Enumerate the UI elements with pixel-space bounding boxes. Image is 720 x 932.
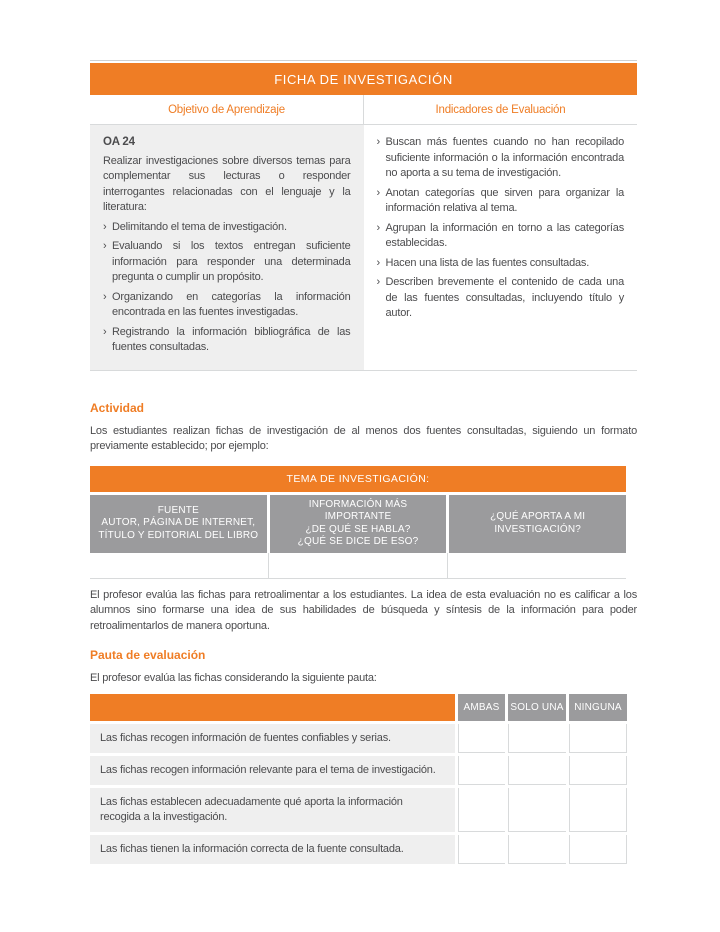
example-col-aporta: [449, 495, 626, 553]
table-row: [90, 724, 627, 753]
header-line: FUENTE: [157, 504, 199, 516]
header-line: INVESTIGACIÓN?: [494, 523, 582, 535]
empty-answer-cell: [508, 756, 566, 785]
actividad-note: El profesor evalúa las fichas para retroalimentar a los estudiantes. La idea de esta evaluación no es calificar a los alumnos sino formarse una idea de sus habilidades de búsqueda y síntesis de la información para poder retroalimentarlos de manera oportuna.: [90, 588, 637, 632]
pauta-table: [90, 694, 627, 864]
table-row: [90, 835, 627, 864]
tema-title: TEMA DE INVESTIGACIÓN:: [286, 472, 430, 485]
header-line: INFORMACIÓN MÁS IMPORTANTE: [308, 498, 408, 522]
bullet-item: › Hacen una lista de las fuentes consultadas.: [377, 256, 625, 272]
bullet-item: › Evaluando si los textos entregan suficiente información para responder una determinada pregunta o cumplir un propósito.: [103, 239, 351, 286]
empty-cell: [448, 553, 626, 578]
header-line: ¿QUÉ APORTA A MI: [490, 511, 586, 522]
empty-answer-cell: [508, 724, 566, 753]
table-row: [90, 756, 627, 785]
document-title: FICHA DE INVESTIGACIÓN: [274, 71, 453, 87]
objetivo-intro: Realizar investigaciones sobre diversos temas para complementar sus lecturas o responder interrogantes relacionadas con el lenguaje y la literatura:: [103, 154, 351, 213]
pauta-header-ninguna: NINGUNA: [569, 694, 627, 721]
header-line: ¿QUÉ SE DICE DE ESO?: [297, 536, 419, 547]
pauta-heading: Pauta de evaluación: [90, 648, 206, 662]
pauta-header-criteria-cell: [90, 694, 455, 721]
example-col-informacion: [270, 495, 447, 553]
ficha-body: [90, 125, 637, 371]
example-table-header-row: [90, 495, 626, 553]
empty-answer-cell: [458, 756, 505, 785]
empty-answer-cell: [569, 788, 627, 832]
empty-cell: [268, 553, 448, 578]
empty-cell: [90, 553, 268, 578]
criteria-text: Las fichas tienen la información correcta de la fuente consultada.: [90, 835, 455, 864]
bullet-item: › Describen brevemente el contenido de cada una de las fuentes consultadas, incluyendo título y autor.: [377, 275, 625, 322]
column-header-indicadores: Indicadores de Evaluación: [435, 103, 566, 116]
bullet-item: › Buscan más fuentes cuando no han recopilado suficiente información o la información encontrada no aporta a su tema de investigación.: [377, 135, 625, 182]
empty-answer-cell: [569, 756, 627, 785]
bullet-item: › Anotan categorías que sirven para organizar la información relativa al tema.: [377, 186, 625, 217]
actividad-heading: Actividad: [90, 400, 145, 415]
pauta-header-ambas: AMBAS: [458, 694, 505, 721]
header-line: AUTOR, PÁGINA DE INTERNET,: [101, 517, 256, 529]
empty-answer-cell: [508, 835, 566, 864]
empty-answer-cell: [458, 835, 505, 864]
example-table: [90, 466, 626, 579]
empty-answer-cell: [508, 788, 566, 832]
criteria-text: Las fichas recogen información de fuentes confiables y serias.: [90, 724, 455, 753]
empty-answer-cell: [458, 724, 505, 753]
table-row: [90, 788, 627, 832]
header-line: ¿DE QUÉ SE HABLA?: [305, 523, 411, 535]
empty-answer-cell: [569, 724, 627, 753]
criteria-text: Las fichas establecen adecuadamente qué aporta la información recogida a la investigación.: [90, 788, 455, 832]
pauta-header-solo-una: SOLO UNA: [508, 694, 566, 721]
indicadores-panel: [364, 125, 638, 370]
empty-answer-cell: [569, 835, 627, 864]
example-table-empty-row: [90, 553, 626, 579]
pauta-header-row: [90, 694, 627, 721]
document-title-bar: [90, 63, 637, 95]
pauta-intro: El profesor evalúa las fichas considerando la siguiente pauta:: [90, 672, 377, 684]
header-line: TÍTULO Y EDITORIAL DEL LIBRO: [98, 529, 259, 541]
bullet-item: › Organizando en categorías la información encontrada en las fuentes investigadas.: [103, 290, 351, 321]
ficha-column-header-row: [90, 95, 637, 125]
oa-code: OA 24: [103, 136, 135, 148]
objetivo-panel: [90, 125, 364, 370]
column-header-objetivo: Objetivo de Aprendizaje: [90, 95, 364, 124]
top-divider: [90, 60, 637, 61]
example-col-fuente: [90, 495, 267, 553]
tema-bar: [90, 466, 626, 492]
criteria-text: Las fichas recogen información relevante para el tema de investigación.: [90, 756, 455, 785]
bullet-item: › Agrupan la información en torno a las categorías establecidas.: [377, 221, 625, 252]
document-page: [0, 60, 720, 932]
bullet-item: › Delimitando el tema de investigación.: [103, 220, 351, 236]
bullet-item: › Registrando la información bibliográfica de las fuentes consultadas.: [103, 325, 351, 356]
empty-answer-cell: [458, 788, 505, 832]
actividad-intro: Los estudiantes realizan fichas de investigación de al menos dos fuentes consultadas, siguiendo un formato previamente establecido; por ejemplo:: [90, 424, 637, 452]
